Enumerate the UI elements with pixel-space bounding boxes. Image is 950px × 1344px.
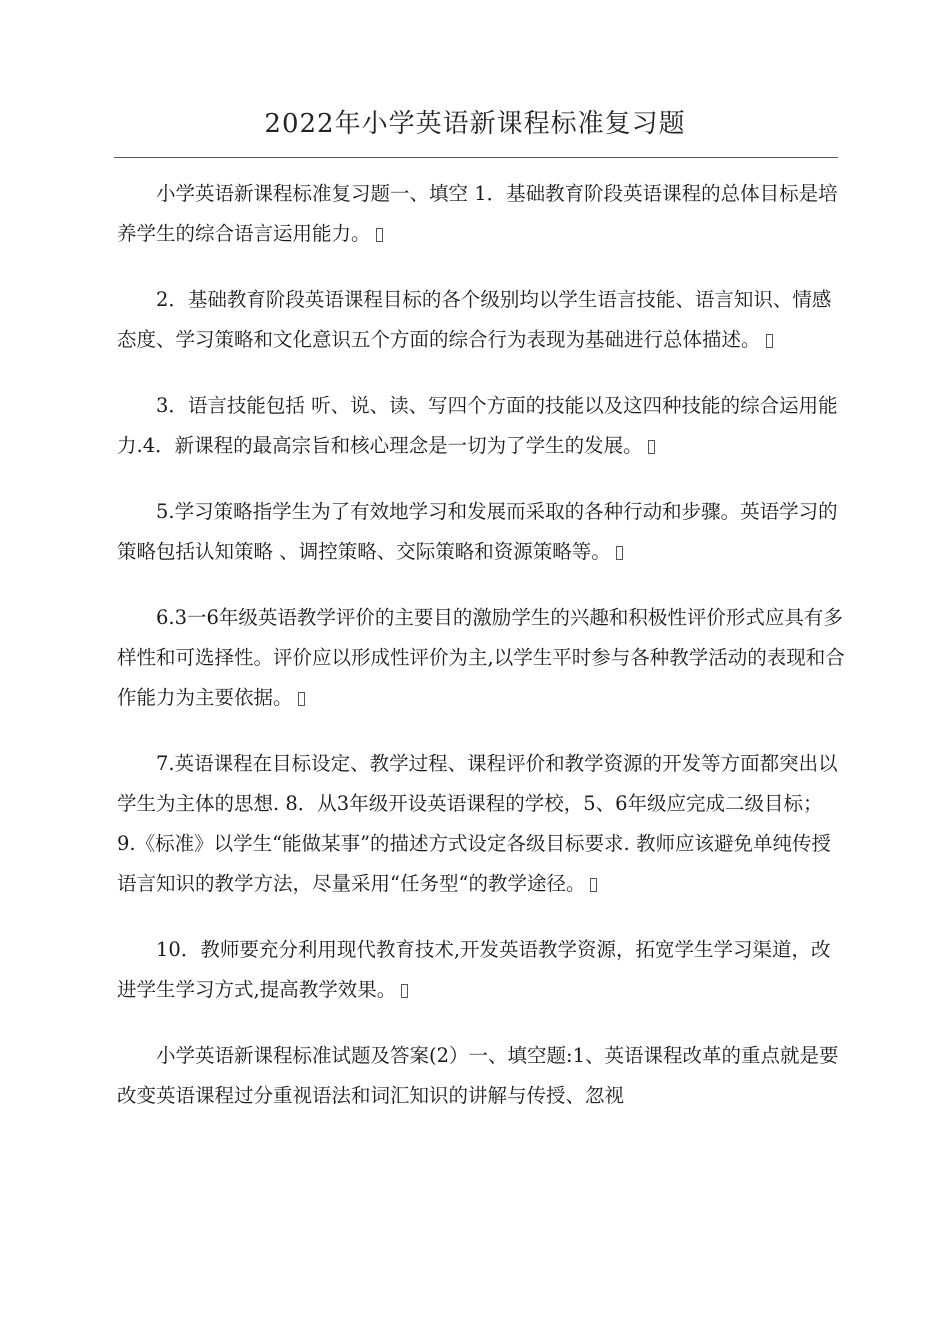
paragraph-text: 6.3一6年级英语教学评价的主要目的激励学生的兴趣和积极性评价形式应具有多样性和可选择性。评价应以形成性评价为主,以学生平时参与各种教学活动的表现和合作能力为主要依据。 — [117, 606, 845, 709]
paragraph-text: 3．语言技能包括 听、说、读、写四个方面的技能以及这四种技能的综合运用能力.4．新课程的最高宗旨和核心理念是一切为了学生的发展。 — [117, 394, 838, 457]
title-divider — [114, 157, 838, 158]
paragraph-mark-icon — [376, 228, 383, 242]
paragraph — [117, 744, 845, 904]
paragraph-text: 2．基础教育阶段英语课程目标的各个级别均以学生语言技能、语言知识、情感态度、学习策略和文化意识五个方面的综合行为表现为基础进行总体描述。 — [117, 288, 832, 351]
paragraph — [117, 930, 845, 1010]
document-body — [117, 174, 845, 1116]
paragraph-mark-icon — [616, 546, 623, 560]
paragraph-text: 5.学习策略指学生为了有效地学习和发展而采取的各种行动和步骤。英语学习的策略包括认知策略 、调控策略、交际策略和资源策略等。 — [117, 500, 838, 563]
paragraph — [117, 598, 845, 718]
paragraph-mark-icon — [766, 334, 773, 348]
paragraph-text: 10．教师要充分利用现代教育技术,开发英语教学资源，拓宽学生学习渠道，改进学生学习方式,提高教学效果。 — [117, 938, 831, 1001]
paragraph-mark-icon — [298, 692, 305, 706]
paragraph-mark-icon — [590, 878, 597, 892]
paragraph — [117, 174, 845, 254]
paragraph-text: 小学英语新课程标准试题及答案(2）一、填空题:1、英语课程改革的重点就是要改变英语课程过分重视语法和词汇知识的讲解与传授、忽视 — [117, 1044, 839, 1107]
paragraph — [117, 1036, 845, 1116]
paragraph-text: 小学英语新课程标准复习题一、填空 1．基础教育阶段英语课程的总体目标是培养学生的综合语言运用能力。 — [117, 182, 838, 245]
paragraph-text: 7.英语课程在目标设定、教学过程、课程评价和教学资源的开发等方面都突出以学生为主体的思想. 8．从3年级开设英语课程的学校，5、6年级应完成二级目标； 9.《标准》以学生“能做某事”的描述方式设定各级目标要求. 教师应该避免单纯传授语言知识的教学方法，尽量采用“任务型“的教学途径。 — [117, 752, 838, 895]
paragraph-mark-icon — [648, 440, 655, 454]
paragraph — [117, 386, 845, 466]
paragraph — [117, 492, 845, 572]
paragraph-mark-icon — [401, 984, 408, 998]
page-title: 2022年小学英语新课程标准复习题 — [264, 109, 686, 139]
paragraph — [117, 280, 845, 360]
